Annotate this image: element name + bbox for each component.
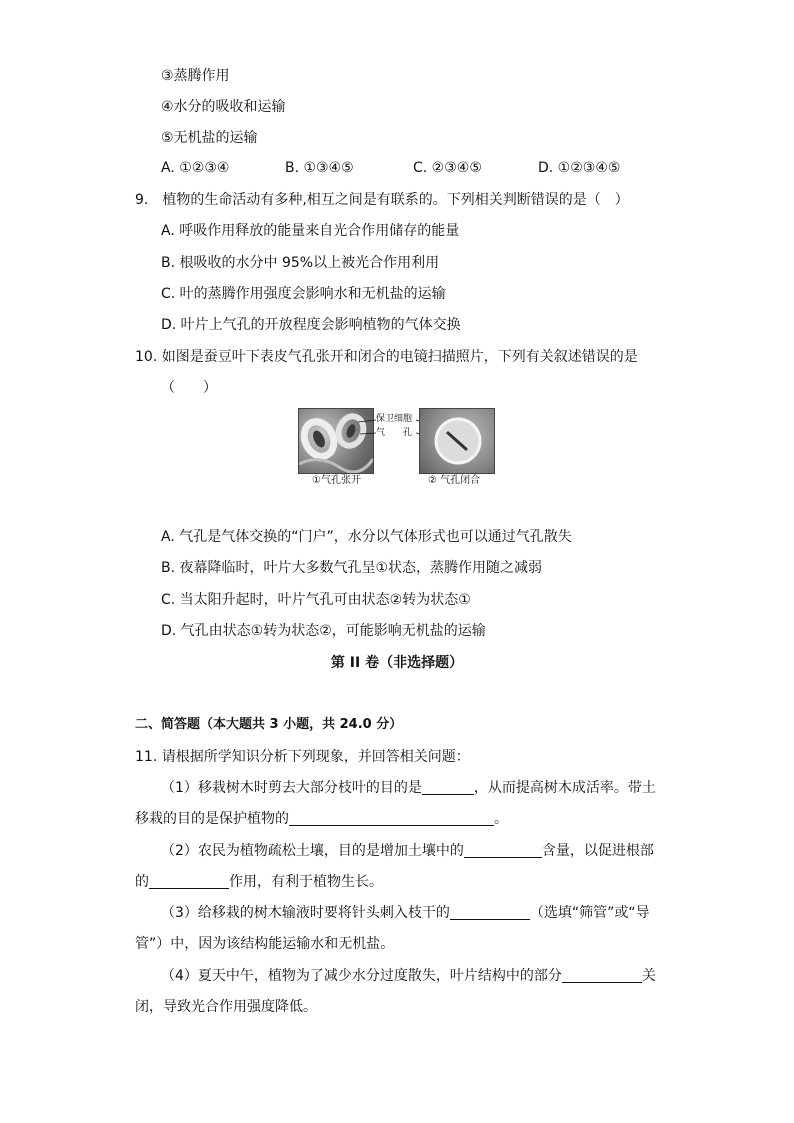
q8-item-4: ④水分的吸收和运输	[161, 99, 286, 115]
q9-option-c: C. 叶的蒸腾作用强度会影响水和无机盐的运输	[161, 286, 446, 302]
figure-label-open: ①气孔张开	[312, 475, 361, 486]
q11-part1-line1	[161, 778, 656, 798]
guard-cell-callout: 保卫细胞	[376, 414, 413, 424]
q11-p4-text-b: 关	[641, 968, 656, 984]
answer-blank-1[interactable]	[422, 780, 474, 795]
answer-blank-5[interactable]	[450, 905, 530, 920]
q11-part3-line2: 管”）中，因为该结构能运输水和无机盐。	[135, 936, 395, 952]
q11-p1-text-c: 移栽的目的是保护植物的	[135, 811, 289, 827]
q10-option-d: D. 气孔由状态①转为状态②，可能影响无机盐的运输	[161, 623, 486, 639]
q10-option-c: C. 当太阳升起时，叶片气孔可由状态②转为状态①	[161, 592, 471, 608]
q11-p2-text-c: 的	[135, 874, 149, 890]
answer-blank-2[interactable]	[289, 811, 494, 826]
q11-stem: 11. 请根据所学知识分析下列现象，并回答相关问题：	[135, 749, 470, 765]
q11-part2-line2	[135, 872, 383, 892]
q11-p2-text-a: （2）农民为植物疏松土壤，目的是增加土壤中的	[161, 843, 464, 859]
stoma-callout: 气 孔	[376, 428, 413, 438]
q8-option-d: D. ①②③④⑤	[538, 160, 621, 176]
q8-options	[161, 158, 661, 178]
section2-title: 二、简答题（本大题共 3 小题，共 24.0 分）	[135, 717, 403, 732]
q8-item-5: ⑤无机盐的运输	[161, 130, 258, 146]
q8-item-3: ③蒸腾作用	[161, 68, 230, 84]
part2-title: 第 II 卷（非选择题）	[330, 655, 464, 671]
answer-blank-4[interactable]	[149, 874, 229, 889]
q11-part3-line1	[161, 903, 650, 923]
q8-option-a: A. ①②③④	[161, 160, 230, 176]
q11-part2-line1	[161, 841, 654, 861]
q10-answer-paren: （ ）	[161, 380, 217, 396]
q9-stem: 9. 植物的生命活动有多种,相互之间是有联系的。下列相关判断错误的是（ ）	[135, 192, 629, 208]
stomata-closed-photo	[419, 408, 495, 474]
answer-blank-6[interactable]	[562, 968, 642, 983]
q11-part4-line1	[161, 966, 656, 986]
q11-p1-text-a: （1）移栽树木时剪去大部分枝叶的目的是	[161, 780, 422, 796]
q9-option-a: A. 呼吸作用释放的能量来自光合作用储存的能量	[161, 223, 460, 239]
q9-option-b: B. 根吸收的水分中 95%以上被光合作用利用	[161, 255, 440, 271]
q11-p2-text-d: 作用，有利于植物生长。	[229, 874, 383, 890]
q11-p2-text-b: 含量，以促进根部	[541, 843, 654, 859]
q11-part4-line2: 闭，导致光合作用强度降低。	[135, 999, 317, 1015]
q11-p3-text-a: （3）给移栽的树木输液时要将针头刺入枝干的	[161, 905, 450, 921]
answer-blank-3[interactable]	[464, 843, 542, 858]
q10-option-a: A. 气孔是气体交换的“门户”，水分以气体形式也可以通过气孔散失	[161, 529, 572, 545]
q9-option-d: D. 叶片上气孔的开放程度会影响植物的气体交换	[161, 317, 461, 333]
q11-p3-text-b: （选填“筛管”或“导	[529, 905, 650, 921]
stomata-figure	[298, 408, 498, 490]
q8-option-b: B. ①③④⑤	[285, 160, 354, 176]
figure-label-closed: ② 气孔闭合	[428, 475, 481, 486]
q10-stem: 10. 如图是蚕豆叶下表皮气孔张开和闭合的电镜扫描照片，下列有关叙述错误的是	[135, 349, 638, 365]
q11-p4-text-a: （4）夏天中午，植物为了减少水分过度散失，叶片结构中的部分	[161, 968, 562, 984]
q10-option-b: B. 夜幕降临时，叶片大多数气孔呈①状态，蒸腾作用随之减弱	[161, 560, 543, 576]
q11-p1-text-d: 。	[494, 811, 508, 827]
q8-option-c: C. ②③④⑤	[413, 160, 482, 176]
q11-p1-text-b: ，从而提高树木成活率。带土	[473, 780, 656, 796]
q11-part1-line2	[135, 809, 508, 829]
